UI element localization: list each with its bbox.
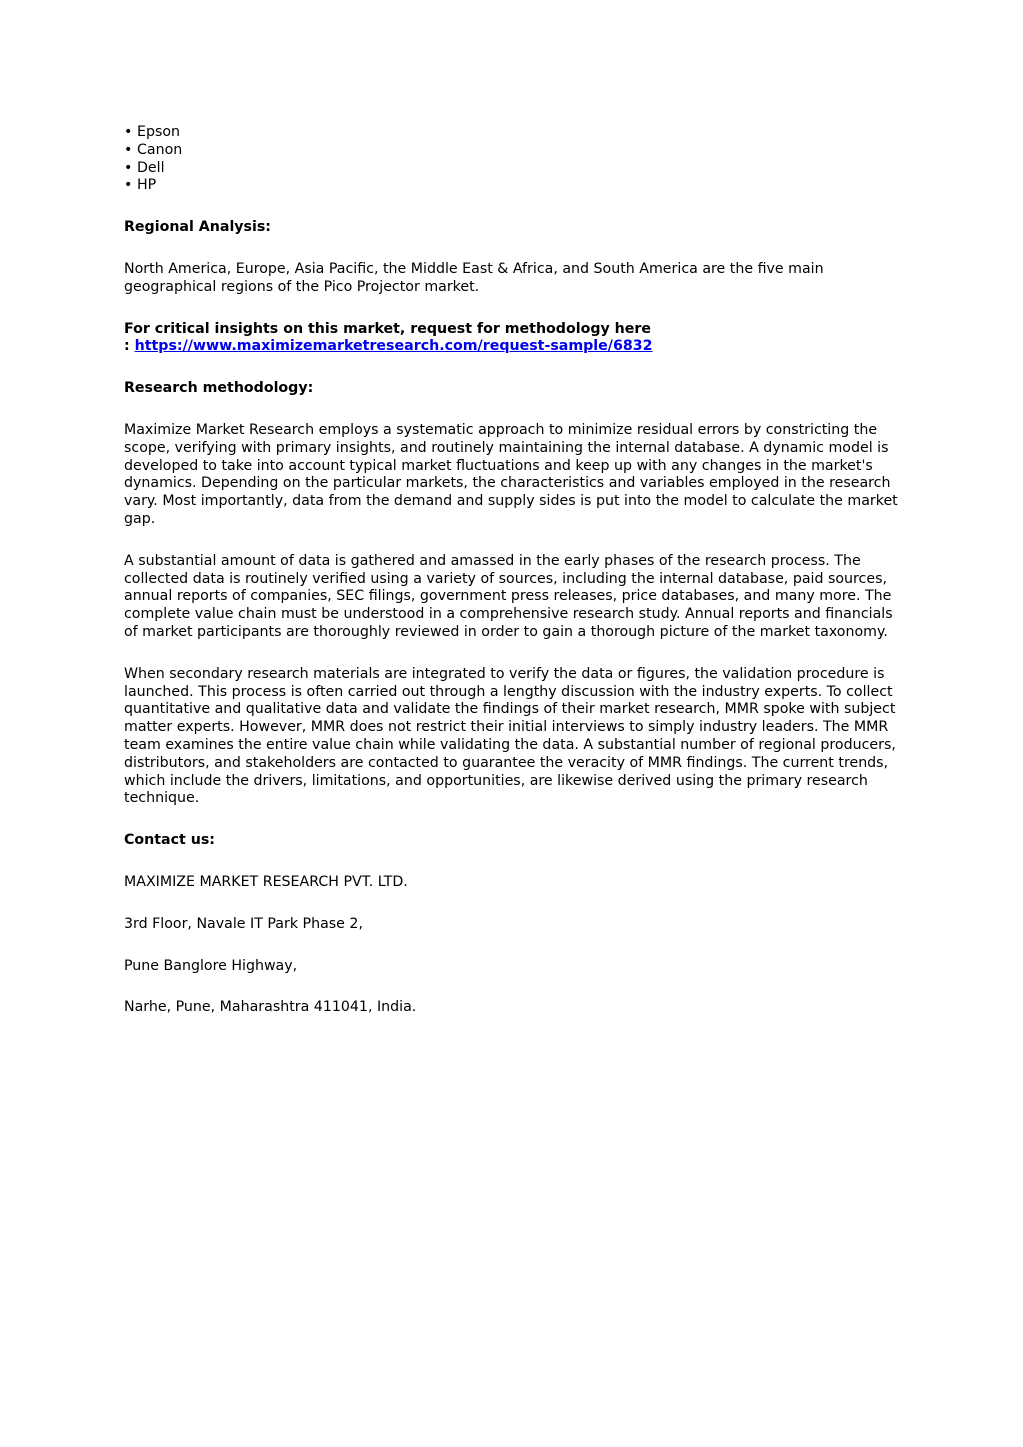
request-sample-link[interactable]: https://www.maximizemarketresearch.com/request-sample/6832 (134, 338, 653, 355)
methodology-paragraph-3: When secondary research materials are integrated to verify the data or figures, the validation procedure is launched. This process is often carried out through a lengthy discussion with the industry experts. To collect quantitative and qualitative data and validate the findings of their market research, MMR spoke with subject matter experts. However, MMR does not restrict their initial interviews to simply industry leaders. The MMR team examines the entire value chain while validating the data. A substantial number of regional producers, distributors, and stakeholders are contacted to guarantee the veracity of MMR findings. The current trends, which include the drivers, limitations, and opportunities, are likewise derived using the primary research technique. (124, 665, 896, 807)
document-page (124, 124, 900, 1017)
insights-callout (124, 321, 900, 357)
list-item (124, 160, 900, 178)
list-item-label: Canon (137, 141, 183, 158)
contact-address-line-1: 3rd Floor, Navale IT Park Phase 2, (124, 915, 363, 932)
list-item-label: Dell (137, 159, 165, 176)
bullet-marker: • (124, 124, 133, 140)
company-list (124, 124, 900, 195)
bullet-marker: • (124, 141, 133, 158)
list-item-label: HP (137, 177, 157, 194)
regional-analysis-paragraph: North America, Europe, Asia Pacific, the Middle East & Africa, and South America are the five main geographical regions of the Pico Projector market. (124, 260, 824, 295)
methodology-paragraph-1: Maximize Market Research employs a systematic approach to minimize residual errors by constricting the scope, verifying with primary insights, and routinely maintaining the internal database. A dynamic model is developed to take into account typical market fluctuations and keep up with any changes in the market's dynamics. Depending on the particular markets, the characteristics and variables employed in the research vary. Most importantly, data from the demand and supply sides is put into the model to calculate the market gap. (124, 421, 898, 527)
insights-text: For critical insights on this market, request for methodology here (124, 320, 652, 337)
contact-company: MAXIMIZE MARKET RESEARCH PVT. LTD. (124, 873, 408, 890)
list-item-label: Epson (137, 124, 181, 140)
bullet-marker: • (124, 159, 133, 176)
insights-prefix: : (124, 338, 135, 355)
research-methodology-heading: Research methodology: (124, 380, 314, 397)
contact-heading: Contact us: (124, 832, 215, 849)
list-item (124, 142, 900, 160)
contact-address-line-3: Narhe, Pune, Maharashtra 411041, India. (124, 999, 417, 1016)
regional-analysis-heading: Regional Analysis: (124, 219, 271, 236)
bullet-marker: • (124, 177, 133, 194)
list-item (124, 177, 900, 195)
contact-address-line-2: Pune Banglore Highway, (124, 957, 298, 974)
list-item (124, 124, 900, 142)
methodology-paragraph-2: A substantial amount of data is gathered and amassed in the early phases of the research process. The collected data is routinely verified using a variety of sources, including the internal database, paid sources, annual reports of companies, SEC filings, government press releases, price databases, and many more. The complete value chain must be understood in a comprehensive research study. Annual reports and financials of market participants are thoroughly reviewed in order to gain a thorough picture of the market taxonomy. (124, 552, 893, 640)
